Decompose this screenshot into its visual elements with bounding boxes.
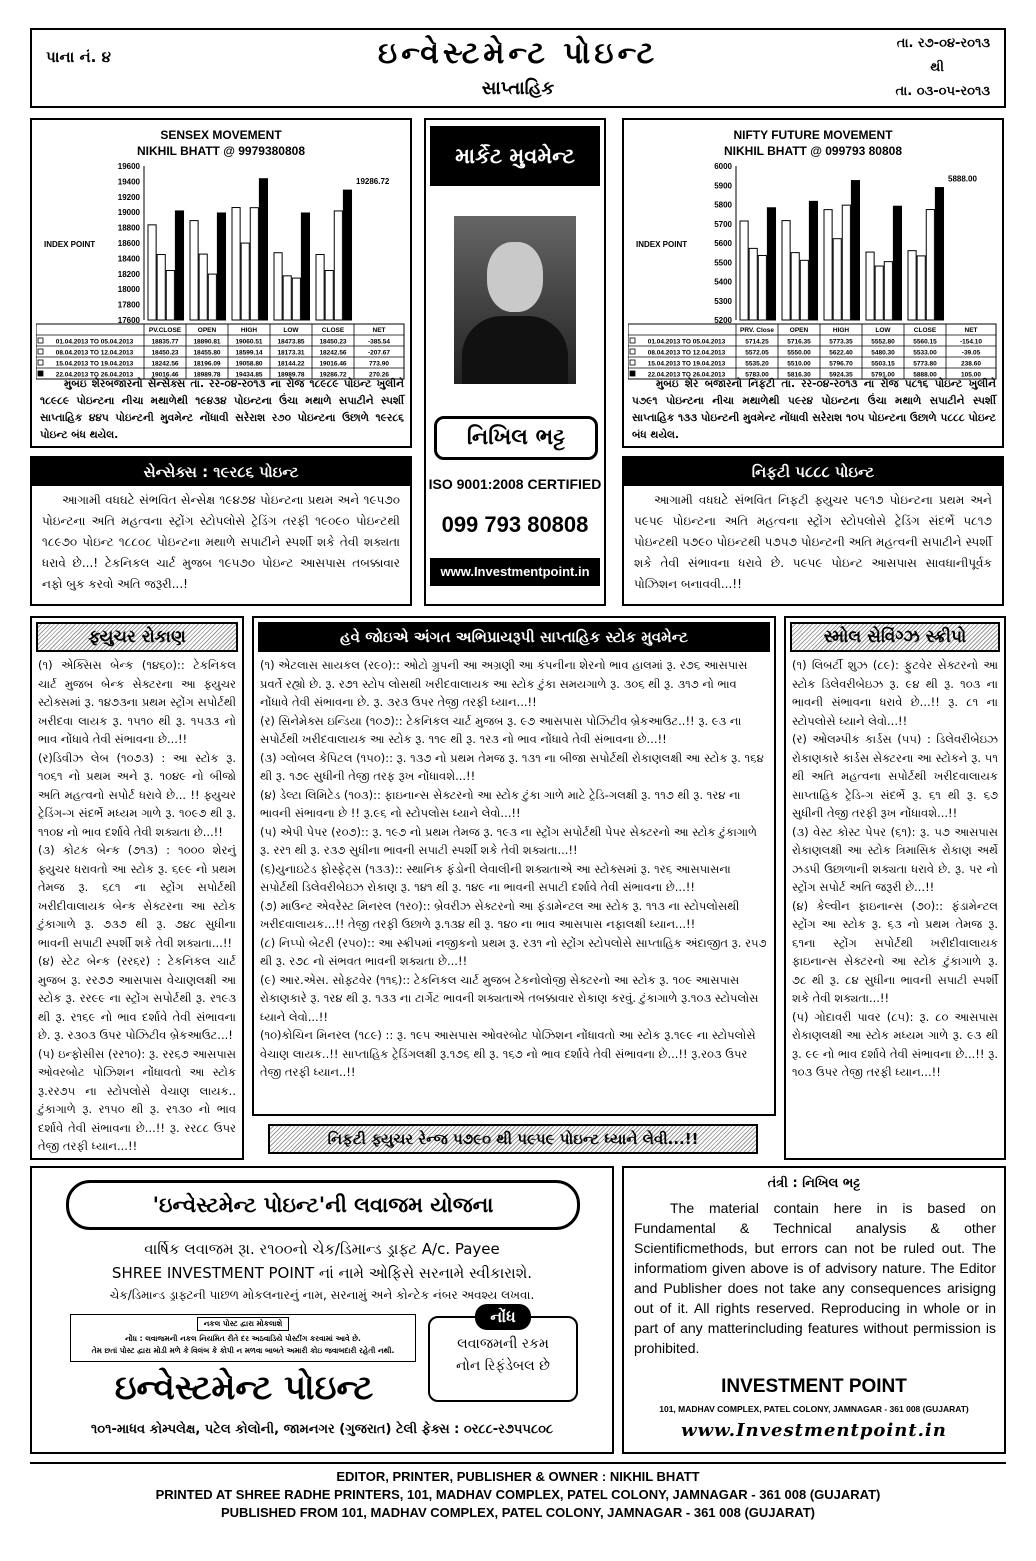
table-cell: 01.04.2013 TO 05.04.2013: [647, 338, 726, 346]
subscription-title: 'ઇન્વેસ્ટમેન્ટ પોઇન્ટ'ની લવાજમ યોજના: [66, 1180, 580, 1230]
bar: [199, 254, 207, 320]
list-item: (૮) નિપ્પો બેટરી (ર૫૦):: આ સ્ક્રીપમાં નજીકનો પ્રથમ રૂ. ર૩૧ નો સ્ટ્રોંગ સ્ટોપલોસે સાપ્તાહિક અંદાજીત રૂ. ર૫૭ થી રૂ. ર૭૮ નો સંભવત ભાવની શક્યતા છે...!!: [260, 935, 767, 968]
publication-frequency: સાપ્તાહિક: [481, 78, 555, 99]
postal-note-title: નકલ પોસ્ટ દ્વારા મોકલાશે: [197, 1317, 290, 1331]
y-tick-label: 18400: [117, 254, 140, 264]
company-address: 101, MADHAV COMPLEX, PATEL COLONY, JAMNAGAR - 361 008 (GUJARAT): [659, 1404, 969, 1414]
table-cell: 5622.40: [829, 349, 853, 357]
imprint-owner: EDITOR, PRINTER, PUBLISHER & OWNER : NIKHIL BHATT: [336, 1469, 700, 1484]
bar: [740, 221, 748, 320]
table-header: LOW: [875, 327, 891, 334]
table-cell: 18599.14: [235, 349, 263, 357]
table-cell: 238.60: [961, 360, 981, 368]
nifty-prediction-text: આગામી વધઘટે સંભવિત નિફટી ફ્યુચર પ૯૧૭ પોઇન્ટના પ્રથમ અને પ૯પ૯ પોઇન્ટના અતિ મહત્વના સ્ટ્રોંગ સ્ટોપલોસે ટ્રેડિંગ સંદર્ભે પ૮૧૭ પોઇન્ટથી પ૭૯૦ પોઇન્ટથી પ૭૫૭ પોઇન્ટની અતિ મહત્વની સપાટીને સ્પર્શી શકે તેવી સંભાવના ધરાવે છે. પ૯પ૯ પોઇન્ટ આસપાસ સાવધાનીપૂર્વક પોઝિશન બનાવવી...!!: [634, 493, 992, 591]
table-header: OPEN: [789, 327, 809, 334]
sensex-chart-box: [30, 118, 412, 448]
postal-note-line1: નોંધ : લવાજમની નકલ નિયમિત રીતે દર અઠવાડિયે પોસ્ટીંગ કરવામાં આવે છે.: [125, 1334, 361, 1343]
table-cell: 22.04.2013 TO 26.04.2013: [55, 371, 134, 379]
sensex-summary: મુંબઇ શેરબજારનો સેન્સેક્સ તા. રર-૦૪-ર૦૧૩ ના રોજ ૧૮૯૮૯ પોઇન્ટ ખુલીને ૧૮૯૮૯ પોઇન્ટના નીચા મથાળેથી ૧૯૪૩૪ પોઇન્ટના ઉંચા મથાળે સપાટીને સ્પર્શી સાપ્તાહિક ૪૪૫ પોઇન્ટની મુવમેન્ટ નોંધાવી સરેરાશ ર૭૦ પોઇન્ટના ઉછાળે ૧૯ર૮૬ પોઇન્ટ બંધ થયેલ.: [40, 378, 404, 441]
weekly-heading: હવે જોઇએ અંગત અભિપ્રાયરૂપી સાપ્તાહિક સ્ટોક મુવમેન્ટ: [258, 622, 770, 652]
table-header: PV.CLOSE: [148, 327, 182, 334]
table-cell: 18473.85: [277, 338, 305, 346]
table-cell: 5480.30: [871, 349, 895, 357]
data-label: 5888.00: [948, 174, 977, 184]
table-cell: 5796.70: [829, 360, 853, 368]
table-header: PRV. Close: [740, 327, 774, 334]
table-cell: 5533.00: [913, 349, 937, 357]
y-tick-label: 5600: [714, 239, 732, 248]
masthead: [30, 28, 1006, 108]
table-cell: 18173.31: [277, 349, 305, 357]
table-cell: 5791.00: [871, 371, 895, 379]
list-item: (ર)ડિવીઝ લેબ (૧૦૭૩) : આ સ્ટોક રૂ. ૧૦૬૧ નો પ્રથમ અને રૂ. ૧૦૪૯ નો બીજો અતિ મહત્વનો સપોર્ટ ધરાવે છે... !! ફ્યુચર ટ્રેડિંગ-ગ સંદર્ભે મધ્યમ ગાળે રૂ. ૧૦૯૭ થી રૂ. ૧૧૦૪ નો ભાવ દર્શાવે તેવી શક્યતા છે...!!: [38, 750, 236, 839]
y-tick-label: 5500: [714, 258, 732, 268]
y-tick-label: 17600: [117, 316, 140, 325]
list-item: (૧) એટલાસ સાયકલ (ર૯૦):: ઓટો ગ્રુપની આ અગ્રણી આ કંપનીના શેરનો ભાવ હાલમાં રૂ. ર૭૬ આસપાસ પ્રવર્તે રહ્યો છે. રૂ. ર૭૧ સ્ટોપ લોસથી ખરીદવાલાયક આ સ્ટોક ટુંકા સમયગાળે રૂ. ૩૦૬ થી રૂ. ૩૧૭ નો ભાવ નોંધાવે તેવી સંભાવના છે. રૂ. ૩ર૩ ઉપર તેજી તરફી ધ્યાન...!!: [260, 658, 748, 709]
imprint: [30, 1462, 1006, 1518]
page-number: પાના નં. ૪: [46, 48, 111, 66]
nifty-chart-box: [622, 118, 1004, 448]
table-cell: 270.26: [369, 371, 389, 379]
bar: [791, 253, 799, 320]
legend-swatch: [630, 338, 635, 343]
list-item: (૧) લિબર્ટી શુઝ (૮૯): ફુટવેર સેક્ટરનો આ સ્ટોક ડિલેવરીબેઇઝ રૂ. ૯૪ થી રૂ. ૧૦૩ ના ભાવની સંભાવના ધરાવે છે...!! રૂ. ૮૧ ના સ્ટોપલોસે ધ્યાને લેવો...!!: [792, 658, 998, 728]
bar: [259, 179, 267, 320]
nifty-prediction: [622, 456, 1004, 606]
table-cell: 15.04.2013 TO 19.04.2013: [647, 360, 726, 368]
bar: [250, 208, 258, 320]
list-item: (૪) કેલ્વીન ફાઇનાન્સ (૭૦):: ફંડામેન્ટલ સ્ટ્રોંગ આ સ્ટોક રૂ. ૬૩ નો પ્રથમ તેમજ રૂ. ૬૧ના સ્ટ્રોંગ સપોર્ટથી ખરીદીવાલાયક ફાઇનાન્સ સેક્ટરનો આ સ્ટોક ટુંકાગાળે રૂ. ૭૮ થી રૂ. ૮૪ સુધીના ભાવની સપાટી સ્પર્શી શકે તેવી શક્યતા...!!: [792, 898, 998, 1005]
list-item: (૬)યુનાઇટેડ ફોસ્ફેટ્સ (૧૩૩):: સ્થાનિક ફંડોની લેવાલીની શક્યતાએ આ સ્ટોક્સમાં રૂ. ૧ર૬ આસપાસના સપોર્ટથી ડિલેવરીબેઇઝ રોકાણ રૂ. ૧૪૧ થી રૂ. ૧૪૯ ના ભાવની સપાટી દર્શાવે તેવી સંભાવના છે...!!: [260, 861, 731, 894]
y-tick-label: 5800: [714, 200, 732, 210]
sensex-prediction-text: આગામી વધઘટે સંભવિત સેન્સેક્ષ ૧૯૪૭૪ પોઇન્ટના પ્રથમ અને ૧૯૫૭૦ પોઇન્ટના અતિ મહત્વના સ્ટ્રોંગ સ્ટોપલોસે ટ્રેડિંગ તરફી ૧૯૦૯૦ પોઇન્ટથી ૧૮૯૭૦ પોઇન્ટ ૧૮૮૦૮ પોઇન્ટના મથાળે સપાટીને સ્પર્શી શકે તેવી શક્યતા ધરાવે છે...! ટેકનિકલ ચાર્ટ મુજબ ૧૯૫૭૦ પોઇન્ટ આસપાસ તબક્કાવાર નફો બુક કરવો અતિ જરૂરી...!: [42, 493, 400, 591]
list-item: (૩) કોટક બેન્ક (૭૧૩) : ૧૦૦૦ શેરનું ફ્યુચર ધરાવતો આ સ્ટોક રૂ. ૬૯૯ નો પ્રથમ તેમજ રૂ. ૬૮૧ ના સ્ટ્રોંગ સપોર્ટથી ખરીદીવાલાયક બેન્ક સેક્ટરના આ સ્ટોક ટુંકાગાળે રૂ. ૭૩૭ થી રૂ. ૭૪૮ સુધીના ભાવની સપાટી સ્પર્શી શકે તેવી શક્યતા...!!: [38, 843, 236, 950]
bar: [217, 213, 225, 320]
table-cell: 773.90: [369, 360, 389, 368]
bar: [283, 276, 291, 320]
table-cell: 105.00: [961, 371, 981, 379]
nifty-range-banner: નિફટી ફ્યુચર રેન્જ પ૭૯૦ થી પ૯પ૯ પોઇન્ટ ધ્યાને લેવી...!!: [268, 1124, 758, 1154]
bar: [190, 221, 198, 320]
table-cell: 22.04.2013 TO 26.04.2013: [647, 371, 726, 379]
nifty-summary: મુંબઇ શેર બજારનો નિફટી તા. રર-૦૪-ર૦૧૩ ના રોજ પ૮૧૬ પોઇન્ટ ખુલીને પ૭૯૧ પોઇન્ટના નીચા મથાળેથી પ૯ર૪ પોઇન્ટના ઉંચા મથાળે સપાટીને સ્પર્શી સાપ્તાહિક ૧૩૩ પોઇન્ટની મુવમેન્ટ નોંધાવી સરેરાશ ૧૦૫ પોઇન્ટના ઉછાળે પ૮૮૮ પોઇન્ટ બંધ થયેલ.: [632, 378, 996, 441]
y-tick-label: 5900: [714, 181, 732, 191]
table-cell: 08.04.2013 TO 12.04.2013: [55, 349, 134, 357]
table-cell: 18835.77: [151, 338, 179, 346]
table-cell: 19286.72: [319, 371, 347, 379]
legend-swatch: [38, 349, 43, 354]
table-cell: 5924.35: [829, 371, 853, 379]
table-cell: 01.04.2013 TO 05.04.2013: [55, 338, 134, 346]
table-cell: 19016.46: [151, 371, 179, 379]
postal-note-line2: તેમ છતાં પોસ્ટ દ્વારા મોડી મળે કે વિલંબ કે કોપી ન મળવા બાબતે અમારી કોઇ જવાબદારી રહેતી નથી.: [91, 1346, 395, 1355]
y-tick-label: 18000: [117, 285, 140, 295]
bar: [893, 206, 901, 320]
table-cell: 5714.25: [745, 338, 769, 346]
table-cell: 08.04.2013 TO 12.04.2013: [647, 349, 726, 357]
bar: [842, 205, 850, 320]
bar: [782, 221, 790, 320]
y-axis-label: INDEX POINT: [636, 240, 688, 249]
bar: [851, 181, 859, 320]
table-cell: 19060.51: [235, 338, 263, 346]
author-name: નિખિલ ભટ્ટ: [434, 416, 598, 460]
table-header: HIGH: [240, 327, 258, 334]
y-tick-label: 19600: [117, 162, 140, 171]
weekly-stock-column: [252, 616, 776, 1116]
postal-note: [70, 1314, 416, 1362]
table-cell: 18144.22: [277, 360, 305, 368]
refund-note-line1: લવાજમની રકમ: [457, 1336, 549, 1352]
bar: [926, 210, 934, 320]
imprint-publisher: PUBLISHED FROM 101, MADHAV COMPLEX, PATEL COLONY, JAMNAGAR - 361 008 (GUJARAT): [221, 1505, 815, 1520]
disclaimer-text: The material contain here in is based on Fundamental & Technical analysis & other Scientificmethods, but errors can not be ruled out. The informatiom given above is of advisory nature. The Editor and Publisher does not take any consequences arisigng out of it. All rights reserved. Reproducing in whole or in part of any matterincluding features without permission is prohibited.: [634, 1200, 996, 1356]
date-to: તા. ૦૩-૦૫-ર૦૧૩: [895, 84, 990, 99]
table-header: CLOSE: [321, 327, 345, 334]
sensex-chart-author: NIKHIL BHATT @ 9979380808: [137, 144, 305, 158]
small-savings-column: [784, 616, 1006, 1160]
bar: [749, 248, 757, 320]
legend-swatch: [38, 338, 43, 343]
bar: [343, 190, 351, 320]
table-cell: 18890.81: [193, 338, 221, 346]
y-tick-label: 18600: [117, 239, 140, 248]
bar: [824, 210, 832, 320]
table-cell: 5510.00: [787, 360, 811, 368]
table-cell: 5773.80: [913, 360, 937, 368]
table-cell: 18989.78: [193, 371, 221, 379]
company-name: INVESTMENT POINT: [721, 1376, 907, 1397]
legend-swatch: [630, 349, 635, 354]
subscription-ad: [30, 1166, 614, 1454]
table-cell: 18450.23: [151, 349, 179, 357]
subscription-instructions: ચેક/ડિમાન્ડ ડ્રાફ્ટની પાછળ મોકલનારનું નામ, સરનામું અને કોન્ટેક નંબર અવશ્ય લખવા.: [109, 1288, 535, 1302]
list-item: (૭) માઉન્ટ એવરેસ્ટ મિનરલ (૧ર૦):: બ્રેવરીઝ સેક્ટરનો આ ફંડામેન્ટલ આ સ્ટોક રૂ. ૧૧૩ ના સ્ટોપલોસથી ખરીદવાલાયક...!! તેજી તરફી ઉછાળે રૂ.૧૩૪ થી રૂ. ૧૪૦ ના ભાવ આસપાસ નફાલક્ષી ધ્યાન...!!: [260, 898, 740, 931]
editor-line: તંત્રી : નિખિલ ભટ્ટ: [767, 1176, 861, 1191]
profile-box: [424, 118, 606, 606]
table-cell: 18242.56: [319, 349, 347, 357]
y-tick-label: 5300: [714, 296, 732, 306]
table-cell: 5888.00: [913, 371, 937, 379]
bar: [935, 188, 943, 320]
bar: [334, 211, 342, 320]
table-cell: 19434.85: [235, 371, 263, 379]
table-cell: 18989.78: [277, 371, 305, 379]
y-axis-label: INDEX POINT: [44, 240, 96, 249]
y-tick-label: 6000: [714, 162, 732, 171]
bar: [917, 256, 925, 320]
table-header: OPEN: [197, 327, 217, 334]
nifty-prediction-heading: નિફટી પ૮૮૮ પોઇન્ટ: [624, 458, 1002, 486]
website-link[interactable]: www.Investmentpoint.in: [430, 558, 600, 586]
list-item: (ર) સિનેમેક્સ ઇન્ડિયા (૧૦૭):: ટેકનિકલ ચાર્ટ મુજબ રૂ. ૯૭ આસપાસ પોઝિટીવ બ્રેકઆઉટ..!! રૂ. ૯૩ ના સપોર્ટથી ખરીદવાલાયક આ સ્ટોક રૂ. ૧૧૯ થી રૂ. ૧ર૩ નો ભાવ નોંધાવે તેવી સંભાવના છે...!!: [260, 713, 742, 746]
bar: [301, 213, 309, 320]
phone-number: 099 793 80808: [441, 512, 589, 537]
bar: [157, 255, 165, 320]
data-label: 19286.72: [356, 177, 390, 187]
y-tick-label: 19200: [117, 192, 140, 202]
table-cell: 5560.15: [913, 338, 937, 346]
table-cell: 19016.46: [319, 360, 347, 368]
y-tick-label: 5700: [714, 219, 732, 229]
bar: [274, 253, 282, 320]
small-savings-heading: સ્મોલ સેવિંગ્ઝ સ્ક્રીપો: [790, 622, 1000, 652]
bar: [166, 271, 174, 320]
table-cell: 18455.80: [193, 349, 221, 357]
refund-note: [428, 1307, 578, 1402]
y-tick-label: 5400: [714, 277, 732, 287]
table-cell: 19058.80: [235, 360, 263, 368]
disclaimer-box: [622, 1166, 1006, 1454]
bar: [800, 260, 808, 320]
future-investment-column: [30, 616, 244, 1160]
table-cell: 5816.30: [787, 371, 811, 379]
bar: [875, 266, 883, 320]
table-header: NET: [372, 327, 386, 334]
bar: [758, 255, 766, 320]
sensex-prediction: [30, 456, 412, 606]
refund-note-title: નોંધ: [475, 1304, 531, 1330]
table-header: CLOSE: [913, 327, 937, 334]
y-tick-label: 18800: [117, 223, 140, 233]
table-cell: -385.54: [367, 338, 391, 346]
table-cell: 5550.00: [787, 349, 811, 357]
table-cell: 5503.15: [871, 360, 895, 368]
bar: [809, 201, 817, 320]
table-cell: 15.04.2013 TO 19.04.2013: [55, 360, 134, 368]
y-tick-label: 17800: [117, 300, 140, 310]
table-cell: 5552.80: [871, 338, 895, 346]
refund-note-line2: નોન રિફંડેબલ છે: [456, 1358, 550, 1374]
market-movement-banner: માર્કેટ મુવમેન્ટ: [430, 126, 600, 186]
table-cell: -207.67: [367, 349, 391, 357]
table-cell: 5783.00: [745, 371, 769, 379]
table-cell: 5773.35: [829, 338, 853, 346]
table-header: LOW: [283, 327, 299, 334]
bar: [232, 208, 240, 320]
list-item: (૧) એક્સિસ બેન્ક (૧૪૬૦):: ટેકનિકલ ચાર્ટ મુજબ બેન્ક સેક્ટરના આ ફ્યુચર સ્ટોક્સમાં રૂ. ૧૪૭૩ના પ્રથમ સ્ટ્રોંગ સપોર્ટથી ખરીદવા લાયક રૂ. ૧૫૧૦ થી રૂ. ૧૫૩૩ નો ભાવ નોંધાવે તેવી સંભાવના છે...!!: [38, 658, 236, 746]
bar: [884, 262, 892, 320]
legend-swatch: [38, 360, 43, 365]
publication-title: ઇન્વેસ્ટમેન્ટ પોઇન્ટ: [377, 36, 659, 71]
bar: [148, 225, 156, 320]
company-website[interactable]: www.Investmentpoint.in: [681, 1420, 947, 1441]
bar: [175, 211, 183, 320]
small-savings-list: [786, 656, 1004, 1082]
future-heading: ફ્યુચર રોકાણ: [36, 622, 238, 652]
list-item: (પ) એપી પેપર (ર૦૭):: રૂ. ૧૯૭ નો પ્રથમ તેમજ રૂ. ૧૯૩ ના સ્ટ્રોંગ સપોર્ટથી પેપર સેક્ટરનો આ સ્ટોક ટુંકાગાળે રૂ. રર૧ થી રૂ. ર૩૭ સુધીના ભાવની સપાટી સ્પર્શી શકે તેવી શક્યતા...!!: [260, 824, 757, 857]
bar: [208, 274, 216, 320]
bar: [325, 271, 333, 320]
iso-certified: ISO 9001:2008 CERTIFIED: [428, 476, 602, 492]
list-item: (૪) ડેલ્ટા લિમિટેડ (૧૦૩):: ફાઇનાન્સ સેક્ટરનો આ સ્ટોક ટુંકા ગાળે માટે ટ્રેડિ-ગલક્ષી રૂ. ૧૧૭ થી રૂ. ૧ર૪ ના ભાવની સંભાવના છે !! રૂ.૯૬ નો સ્ટોપલોસ ધ્યાને લેવો...!!: [260, 787, 741, 820]
table-cell: 18450.23: [319, 338, 347, 346]
sensex-chart-title: SENSEX MOVEMENT: [160, 128, 282, 142]
list-item: (૯) આર.એસ. સોફ્ટવેર (૧૧૬):: ટેકનિકલ ચાર્ટ મુજબ ટેકનોલોજી સેક્ટરનો આ સ્ટોક રૂ. ૧૦૯ આસપાસ રોકાણકારે રૂ. ૧ર૪ થી રૂ. ૧૩૩ ના ટાર્ગેટ ભાવની શક્યતાએ તબક્કાવાર રોકાણ કરવું. ટુંકાગાળે રૂ.૧૦૩ સ્ટોપલોસ ધ્યાને લેવો...!!: [260, 972, 759, 1024]
y-tick-label: 19000: [117, 208, 140, 218]
bar: [292, 278, 300, 320]
table-cell: 5535.20: [745, 360, 769, 368]
list-item: (૩) ગ્લોબલ કેપિટલ (૧૫૦):: રૂ. ૧૩૭ નો પ્રથમ તેમજ રૂ. ૧૩૧ ના બીજા સપોર્ટથી રોકાણલક્ષી આ સ્ટોક રૂ. ૧૬૪ થી રૂ. ૧૭૯ સુધીની તેજી તરફ રૂખ નોંધાવશે...!!: [260, 750, 764, 783]
imprint-printer: PRINTED AT SHREE RADHE PRINTERS, 101, MADHAV COMPLEX, PATEL COLONY, JAMNAGAR - 361 008 (GUJARAT): [155, 1487, 881, 1502]
bar: [908, 251, 916, 320]
table-cell: 5716.35: [787, 338, 811, 346]
table-cell: -154.10: [959, 338, 983, 346]
subscription-payee: SHREE INVESTMENT POINT નાં નામે ઓફિસે સરનામે સ્વીકારાશે.: [111, 1264, 533, 1282]
bar: [241, 243, 249, 320]
date-from: તા. ર૭-૦૪-ર૦૧૩: [896, 36, 990, 51]
table-cell: 5572.05: [745, 349, 769, 357]
bar: [866, 252, 874, 320]
bar: [316, 255, 324, 320]
table-header: NET: [964, 327, 978, 334]
table-cell: 18242.56: [151, 360, 179, 368]
table-cell: 18196.09: [193, 360, 221, 368]
legend-swatch: [630, 360, 635, 365]
nifty-chart-title: NIFTY FUTURE MOVEMENT: [733, 128, 893, 142]
list-item: (પ) ઇન્ફોસીસ (રર૧૦): રૂ. રર૬૭ આસપાસ ઓવરબોટ પોઝિશન નોંધાવતો આ સ્ટોક રૂ.રર૭૫ ના સ્ટોપલોસે વેચાણ લાયક.. ટુંકાગાળે રૂ. ર૧૫૦ થી રૂ. ર૧૩૦ નો ભાવ દર્શાવે તેવી સંભાવના છે...!! રૂ. રર૮૮ ઉપર તેજી તરફી ધ્યાન...!!: [38, 1046, 236, 1153]
sensex-prediction-heading: સેન્સેક્સ : ૧૯ર૮૬ પોઇન્ટ: [32, 458, 410, 486]
y-tick-label: 18200: [117, 269, 140, 279]
nifty-chart-author: NIKHIL BHATT @ 099793 80808: [724, 144, 902, 158]
y-tick-label: 5200: [714, 316, 732, 325]
subscription-address: ૧૦૧-માધવ કોમ્પલેક્ષ, પટેલ કોલોની, જામનગર (ગુજરાત) ટેલી ફેક્સ : ૦ર૮૮-ર૭૫૫૮૦૮: [90, 1422, 554, 1437]
list-item: (ર) ઓલમ્પીક કાર્ડસ (૫૫) : ડિલેવરીબેઇઝ રોકાણકારે કાર્ડસ સેક્ટરના આ સ્ટોકને રૂ. ૫૧ થી અતિ મહત્વના સપોર્ટથી ખરીદવાલાયક સાપ્તાહિક ટ્રેડિ-ગ સંદર્ભે રૂ. ૬૧ થી રૂ. ૬૭ સુધીની તેજી તરફી રૂખ નોંધાવશે...!!: [792, 732, 998, 820]
bar: [767, 208, 775, 320]
date-to-word: થી: [930, 60, 944, 75]
list-item: (૪) સ્ટેટ બેન્ક (રર૬ર) : ટેકનિકલ ચાર્ટ મુજબ રૂ. રર૭૭ આસપાસ વેચાણલક્ષી આ સ્ટોક રૂ. રર૯૯ ના સ્ટ્રોંગ સપોર્ટથી રૂ. ર૧૯૩ થી રૂ. ર૧૬૯ નો ભાવ દર્શાવે તેવી સંભાવના છે. રૂ. ર૩૦૩ ઉપર પોઝિટીવ બ્રેકઆઉટ...!: [38, 954, 236, 1042]
table-cell: -39.05: [961, 349, 981, 357]
table-header: HIGH: [832, 327, 850, 334]
bar: [833, 239, 841, 320]
author-photo: [454, 216, 576, 384]
weekly-list: [254, 656, 774, 1082]
future-list: [32, 656, 242, 1156]
y-tick-label: 19400: [117, 177, 140, 187]
list-item: (૩) વેસ્ટ કોસ્ટ પેપર (૬૧): રૂ. ૫૭ આસપાસ રોકાણલક્ષી આ સ્ટોક ત્રિમાસિક રોકાણ અર્થે ઝડપી ઉછાળાની શક્યતા ધરાવે છે. રૂ. પર નો સ્ટ્રોંગ સપોર્ટ અતિ જરૂરી છે...!!: [792, 824, 998, 894]
list-item: (પ) ગોદાવરી પાવર (૮૫): રૂ. ૮૦ આસપાસ રોકાણલક્ષી આ સ્ટોક મધ્યમ ગાળે રૂ. ૯૩ થી રૂ. ૯૯ નો ભાવ દર્શાવે તેવી સંભાવના છે...!! રૂ. ૧૦૩ ઉપર તેજી તરફી ધ્યાન...!!: [792, 1009, 998, 1079]
list-item: (૧૦)કોચિન મિનરલ (૧૮૯) :: રૂ. ૧૯૫ આસપાસ ઓવરબોટ પોઝિશન નોંધાવતો આ સ્ટોક રૂ.૧૯૯ ના સ્ટોપલોસે વેચાણ લાયક..!! સાપ્તાહિક ટ્રેડિંગલક્ષી રૂ.૧૭૬ થી રૂ. ૧૬૭ નો ભાવ દર્શાવે તેવી સંભાવના છે...!! રૂ.ર૦૩ ઉપર તેજી તરફી ધ્યાન..!!: [260, 1028, 756, 1079]
subscription-fee: વાર્ષિક લવાજમ રૂા. ર૧૦૦નો ચેક/ડિમાન્ડ ડ્રાફ્ટ A/c. Payee: [144, 1240, 500, 1258]
brand-logo-text: ઇન્વેસ્ટમેન્ટ પોઇન્ટ: [114, 1368, 374, 1408]
